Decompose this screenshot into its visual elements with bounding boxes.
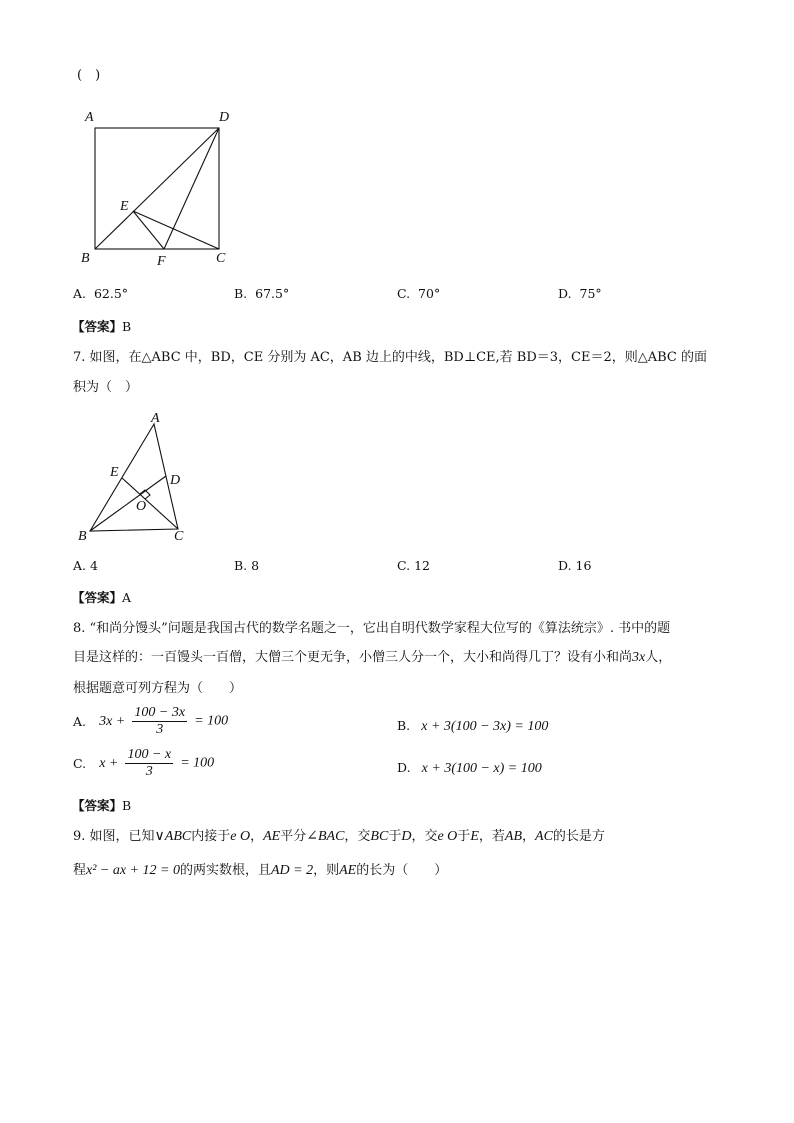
q9-stem-line2: 程x² − ax + 12 = 0的两实数根，且AD = 2，则AE的长为（ ）: [73, 863, 448, 878]
q7-stem-line2: 积为（ ）: [73, 380, 139, 395]
q6-label-f: F: [157, 254, 166, 269]
q6-option-d[interactable]: D. 75°: [558, 286, 602, 301]
q7-option-d[interactable]: D. 16: [558, 558, 592, 573]
fraction: $\frac{100 - 3x}{3}$: [134, 705, 186, 737]
q7-label-e: E: [110, 465, 119, 480]
q7-label-a: A: [151, 411, 160, 426]
q6-square-figure: [76, 104, 236, 274]
fraction: $\frac{100 - x}{3}$: [127, 747, 172, 779]
q6-option-c[interactable]: C. 70°: [397, 286, 441, 301]
q8-option-c[interactable]: C. x + $\frac{100 - x}{3}$ = 100: [73, 747, 215, 779]
q7-option-a[interactable]: A. 4: [73, 558, 98, 573]
q8-stem-line2: 目是这样的：一百馒头一百僧，大僧三个更无争，小僧三人分一个，大小和尚得几丁？设有小和尚3x人，: [73, 650, 672, 665]
q8-stem-line3: 根据题意可列方程为（ ）: [73, 681, 243, 696]
q6-answer: [72, 316, 131, 335]
q7-answer: [72, 587, 131, 606]
q7-label-o: O: [136, 499, 147, 514]
q6-segment-ec: [133, 211, 219, 249]
q8-option-a[interactable]: A. 3x + $\frac{100 - 3x}{3}$ = 100: [73, 705, 229, 737]
answer-value: B: [122, 319, 132, 334]
q6-label-a: A: [85, 110, 94, 125]
q6-label-b: B: [81, 251, 90, 266]
q8-answer: [72, 795, 131, 814]
q8-stem-line1: 8. “和尚分馒头”问题是我国古代的数学名题之一，它出自明代数学家程大位写的《算法统宗》. 书中的题: [73, 621, 671, 636]
q6-label-d: D: [219, 110, 230, 125]
q6-label-e: E: [120, 199, 129, 214]
q7-label-c: C: [174, 529, 184, 544]
q7-label-d: D: [170, 473, 181, 488]
q6-diagonal-bd: [95, 128, 219, 249]
answer-label: 【答案】: [72, 590, 123, 605]
q6-segment-df: [164, 128, 219, 249]
q7-median-bd: [90, 476, 166, 531]
answer-value: A: [122, 590, 132, 605]
answer-value: B: [122, 798, 132, 813]
q7-label-b: B: [78, 529, 87, 544]
answer-label: 【答案】: [72, 798, 123, 813]
q6-label-c: C: [216, 251, 226, 266]
q8-variable: 3x: [632, 650, 646, 665]
answer-label: 【答案】: [72, 319, 123, 334]
q7-stem-line1: 7. 如图，在△ABC 中，BD，CE 分别为 AC，AB 边上的中线，BD⊥CE,若 BD＝3，CE＝2，则△ABC 的面: [73, 350, 707, 365]
q9-stem-line1: 9. 如图，已知∨ABC内接于e O，AE平分∠BAC，交BC于D，交e O于E，若AB，AC的长是方: [73, 829, 605, 844]
q6-option-a[interactable]: A. 62.5°: [73, 286, 129, 301]
q6-option-b[interactable]: B. 67.5°: [234, 286, 290, 301]
q8-option-b[interactable]: B. x + 3(100 − 3x) = 100: [397, 718, 549, 734]
q7-option-c[interactable]: C. 12: [397, 558, 430, 573]
q7-option-b[interactable]: B. 8: [234, 558, 260, 573]
q6-segment-ef: [133, 211, 164, 249]
q8-option-d[interactable]: D. x + 3(100 − x) = 100: [397, 760, 542, 776]
q6-answer-parentheses: ( ): [77, 68, 101, 83]
q7-triangle-figure: [74, 404, 196, 546]
